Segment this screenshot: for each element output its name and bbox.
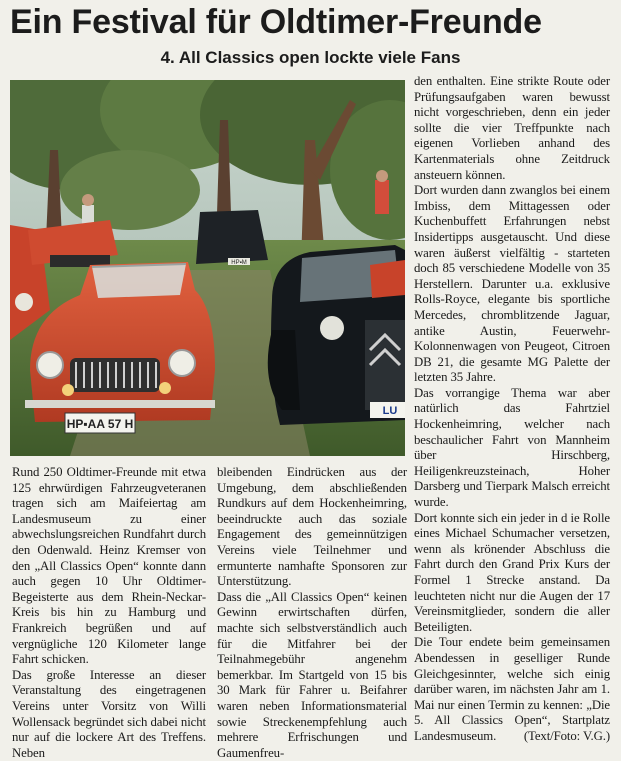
- text-column-right: [414, 74, 610, 745]
- text-column-bottom-middle: [217, 465, 407, 761]
- paragraph-text: Die Tour endete beim gemeinsamen Abendessen in geselliger Runde Gleichgesinnter, welche sich einig darüber waren, im nächsten Jahr am 1. Mai nur einen Termin zu kennen: „Die 5. All Classics Open“, Startplatz Landesmuseum.: [414, 635, 610, 743]
- article-subheadline: 4. All Classics open lockte viele Fans: [160, 48, 461, 67]
- background-car-plate: HP▪M: [231, 260, 247, 266]
- paragraph: Rund 250 Oldtimer-Freunde mit etwa 125 ehrwürdigen Fahrzeugveteranen tragen sich am Maifeiertag am Landesmuseum zu einer abwechslungsreichen Rundfahrt durch den Odenwald. Heinz Kremser von den „All Classics Open“ konnte dann auch gegen 10 Uhr Oldtimer-Begeisterte aus dem Rhein-Neckar-Kreis bis hin zu Hamburg und Frankreich begrüßen und auf vergnügliche 120 Kilometer lange Fahrt schicken.: [12, 465, 206, 667]
- paragraph: bleibenden Eindrücken aus der Umgebung, dem abschließenden Rundkurs auf dem Hockenheimring, beeindruckte auch das soziale Engagement des gemeinnützigen Vereins viele Teilnehmer und ermunterte namhafte Sponsoren zur Unterstützung.: [217, 465, 407, 589]
- mg-license-plate: HP▪AA 57 H: [66, 417, 134, 431]
- paragraph: Dort konnte sich ein jeder in d ie Rolle eines Michael Schumacher versetzen, wenn als krönender Abschluss die Fahrt durch den Grand Prix Kurs der Formel 1 Strecke anstand. Da leuchteten nicht nur die Augen der 17 Vereinsmitglieder, sondern die aller Beteiligten.: [414, 510, 610, 634]
- citroen-license-plate: LU: [382, 405, 398, 417]
- paragraph: Dass die „All Classics Open“ keinen Gewinn erwirtschaften dürfen, machte sich selbstverständlich auch für die Mitfahrer bei der Teilnahmegebühr angenehm bemerkbar. Im Startgeld von 15 bis 30 Mark für Fahrer u. Beifahrer waren neben Informationsmaterial sowie Streckenempfehlung auch mehrere Erfrischungen und Gaumenfreu-: [217, 589, 407, 760]
- photo-credit: (Text/Foto: V.G.): [523, 728, 610, 743]
- article-photo: [10, 80, 405, 456]
- paragraph: Das große Interesse an dieser Veranstaltung des eingetragenen Vereins unter Vorsitz von Willi Wollensack begründet sich dabei nicht nur auf die lockere Art des Treffens. Neben: [12, 667, 206, 760]
- paragraph: Dort wurden dann zwanglos bei einem Imbiss, dem Mittagessen oder Kuchenbuffett Erfahrungen nebst Insidertipps ausgetauscht. Und diese waren äußerst vielfältig - starteten doch 85 verschiedene Modelle von 35 Herstellern. Darunter u.a. exklusive Rolls-Royce, elegante bis sportliche Mercedes, chromblitzende Jaguar, antike Austin, Feuerwehr-Kolonnenwagen von Peugeot, Citroen DB 21, die gesamte MG Palette der letzten 35 Jahre.: [414, 183, 610, 385]
- article-headline: Ein Festival für Oldtimer-Freunde: [10, 3, 542, 41]
- paragraph: Das vorrangige Thema war aber natürlich das Fahrtziel Hockenheimring, welcher nach beschaulicher Fahrt von Mannheim über Hirschberg, Heiligenkreuzsteinach, Hoher Darsberg und Tierpark Malsch erreicht wurde.: [414, 385, 610, 510]
- paragraph: den enthalten. Eine strikte Route oder Prüfungsaufgaben waren bewusst nicht vorgeschrieben, denn ein jeder sollte die vier Treffpunkte nach eigenen Vorlieben anhand des Kartenmaterials ohne Zeitdruck ansteuern können.: [414, 74, 610, 182]
- text-column-bottom-left: [12, 465, 206, 761]
- paragraph: [414, 635, 610, 744]
